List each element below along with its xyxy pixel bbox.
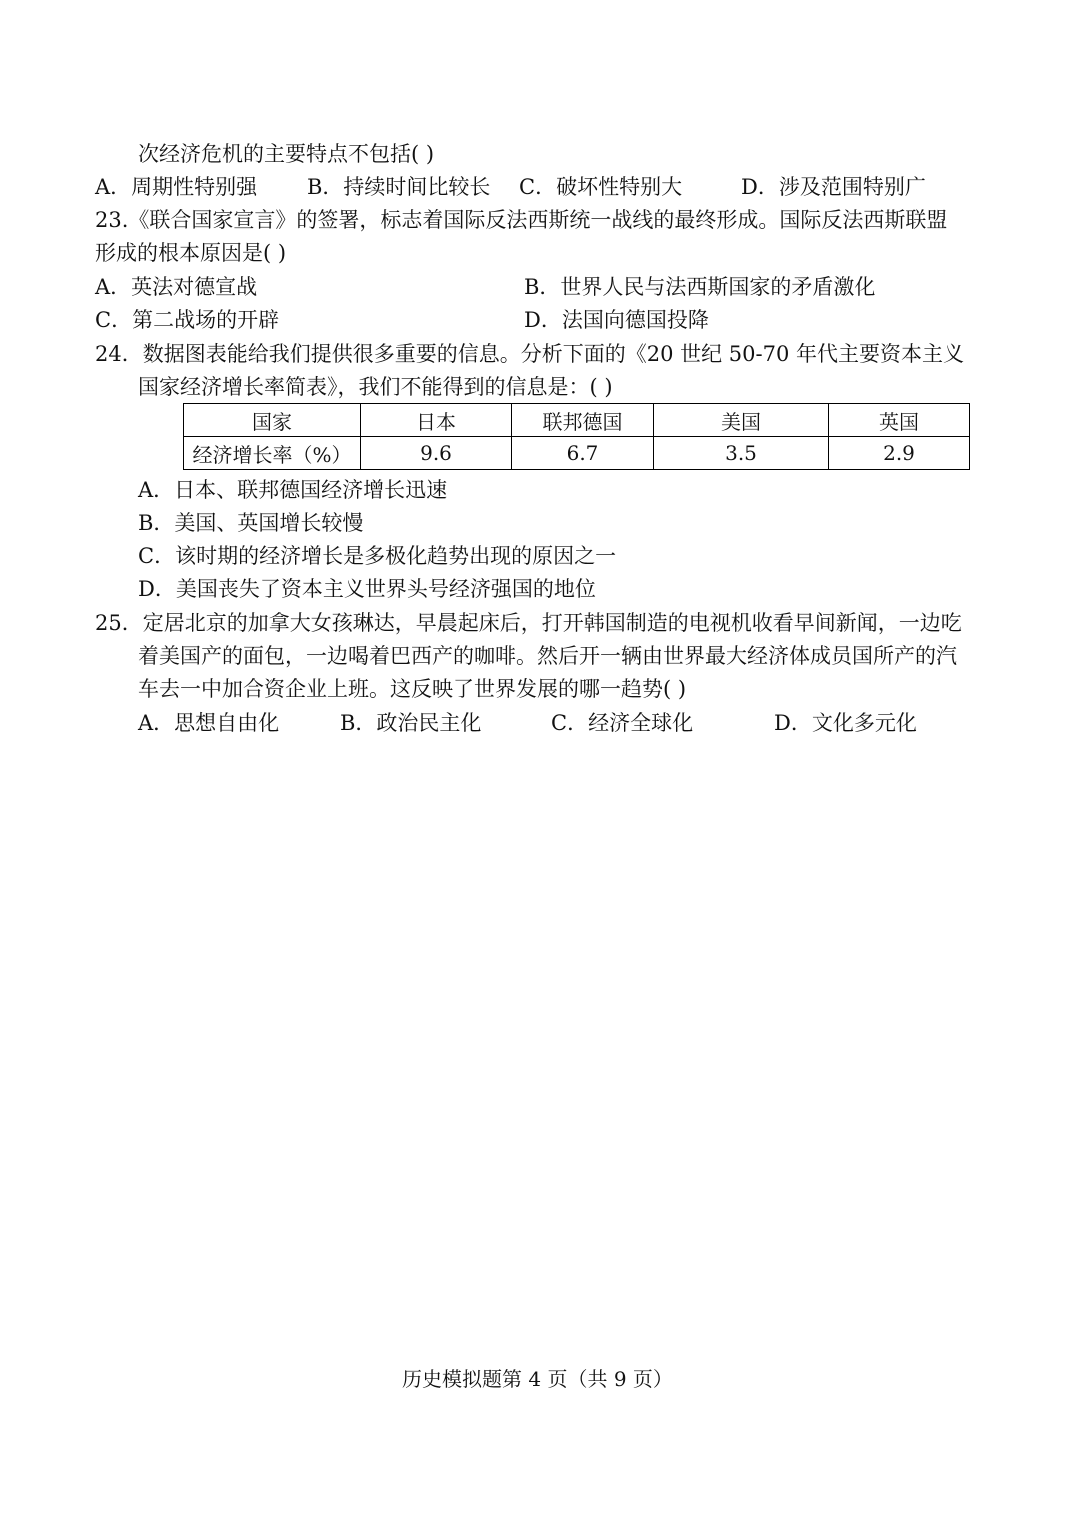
q23-stem-line1: 23.《联合国家宣言》的签署，标志着国际反法西斯统一战线的最终形成。国际反法西斯联盟: [95, 208, 948, 232]
q25-option-b: B．政治民主化: [340, 711, 482, 735]
table-header-cell: 英国: [829, 404, 970, 437]
q24-option-a: A．日本、联邦德国经济增长迅速: [138, 478, 448, 502]
q24-stem-line2: 国家经济增长率简表》，我们不能得到的信息是：( ): [138, 375, 613, 399]
q24-option-b: B．美国、英国增长较慢: [138, 511, 364, 535]
page-footer: 历史模拟题第 4 页（共 9 页）: [402, 1367, 673, 1391]
q25-stem-line2: 着美国产的面包，一边喝着巴西产的咖啡。然后开一辆由世界最大经济体成员国所产的汽: [138, 644, 957, 668]
q22-option-c: C．破坏性特别大: [519, 175, 683, 199]
table-cell: 9.6: [361, 437, 512, 470]
q23-option-d: D．法国向德国投降: [524, 308, 709, 332]
q25-stem-line1: 25．定居北京的加拿大女孩琳达，早晨起床后，打开韩国制造的电视机收看早间新闻，一边吃: [95, 611, 962, 635]
q24-option-c: C．该时期的经济增长是多极化趋势出现的原因之一: [138, 544, 617, 568]
table-cell: 2.9: [829, 437, 970, 470]
q23-option-a: A．英法对德宣战: [95, 275, 258, 299]
table-header-cell: 联邦德国: [512, 404, 654, 437]
table-header-cell: 国家: [184, 404, 361, 437]
table-header-row: [184, 404, 970, 437]
q23-option-c: C．第二战场的开辟: [95, 308, 280, 332]
table-row: [184, 437, 970, 470]
q22-option-d: D．涉及范围特别广: [741, 175, 926, 199]
q25-option-d: D．文化多元化: [774, 711, 917, 735]
q22-stem: 次经济危机的主要特点不包括( ): [138, 142, 435, 166]
q25-stem-line3: 车去一中加合资企业上班。这反映了世界发展的哪一趋势( ): [138, 677, 687, 701]
growth-rate-table: [183, 403, 970, 470]
q23-option-b: B．世界人民与法西斯国家的矛盾激化: [524, 275, 876, 299]
q25-option-a: A．思想自由化: [138, 711, 280, 735]
q22-option-b: B．持续时间比较长: [307, 175, 491, 199]
table-cell: 6.7: [512, 437, 654, 470]
table-cell: 3.5: [654, 437, 829, 470]
table-header-cell: 美国: [654, 404, 829, 437]
q24-option-d: D．美国丧失了资本主义世界头号经济强国的地位: [138, 577, 596, 601]
q25-option-c: C．经济全球化: [551, 711, 694, 735]
q23-stem-line2: 形成的根本原因是( ): [95, 241, 287, 265]
q22-option-a: A．周期性特别强: [95, 175, 258, 199]
table-cell: 经济增长率（%）: [184, 437, 361, 470]
q24-stem-line1: 24．数据图表能给我们提供很多重要的信息。分析下面的《20 世纪 50-70 年代主要资本主义: [95, 342, 965, 366]
table-header-cell: 日本: [361, 404, 512, 437]
